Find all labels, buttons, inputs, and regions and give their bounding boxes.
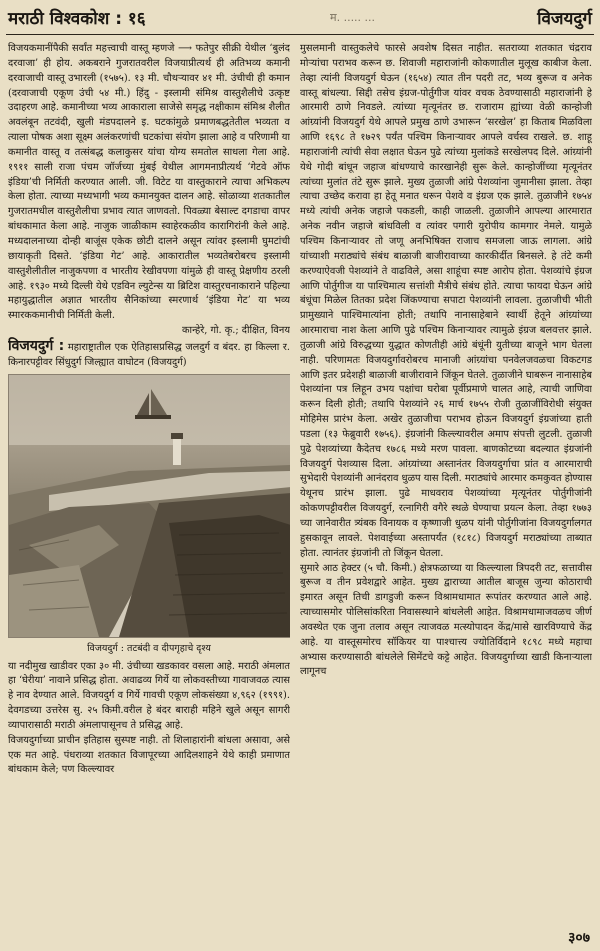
running-header-faint: म. ..... ... [330,11,376,24]
page-number: ३०७ [568,930,590,946]
author-credit: कान्हेरे, गो. कृ.; दीक्षित, विनय [182,325,290,337]
paragraph-history-start: विजयदुर्गाच्या प्राचीन इतिहास सुस्पष्ट नाही. तो शिलाहारांनी बांधला असावा, असे एक मत आहे. पंधराव्या शतकात विजापूरच्या आदिलशाहने येथे काही प्रमाणात बांधकाम केले; पण किल्ल्यावर [8,734,290,776]
right-column [300,42,592,937]
paragraph-location: या नदीमुख खाडीवर एका ३० मी. उंचीच्या खडकावर वसला आहे. मराठी अंमलात हा ‘घेरीया’ नावाने प्रसिद्ध होता. अवाढव्य गिर्ये या लोकवस्तीच्या गावाजवळ त्यास हे नाव देण्यात आले. विजयदुर्ग व गिर्ये गावची एकूण लोकसंख्या ४,९६२ (१९९१). देवगडच्या उत्तरेस सु. २५ किमी.वरील हे बंदर बाराही महिने खुले असून सागरी व्यापारासाठी मराठी अंमलापासूनच ते प्रसिद्ध आहे. [8,660,290,731]
fort-photo-illustration [9,375,290,637]
header-rule [6,34,594,35]
entry-intro: महाराष्ट्रातील एक ऐतिहासप्रसिद्ध जलदुर्ग व बंदर. हा किल्ला र. किनारपट्टीवर सिंधुदुर्ग जिल्ह्यात वाघोटन (विजयदुर्ग) [8,341,290,368]
paragraph-history: मुसलमानी वास्तुकलेचे फारसे अवशेष दिसत नाहीत. सतराव्या शतकात चंद्रराव मोऱ्यांचा पराभव करून छ. शिवाजी महाराजांनी कोकणातील मुलूख काबीज केला. तेव्हा त्यांनी विजयदुर्ग घेऊन (१६५४) त्यात तीन पदरी तट, भव्य बुरूज व अनेक वास्तू बांधल्या. सिद्दी तसेच इंग्रज-पोर्तुगीज यांवर वचक ठेवण्यासाठी महाराजांनी हे आरमारी ठाणे निवडले. त्यांच्या मृत्यूनंतर छ. राजाराम ह्यांच्या वेळी कान्होजी आंग्र्यांनी विजयदुर्ग येथे आपले प्रमुख ठाणे उभारून ‘सरखेल’ हा किताब मिळविला आणि १६९८ ते १७२९ पर्यंत पश्चिम किनाऱ्यावर आपले वर्चस्व राखले. छ. शाहू महाराजांनी त्यांची सेवा लक्षात घेऊन पुढे त्यांच्या मुलांकडे सरखेलपद दिले. आंग्र्यांनी येथे गोदी बांधून जहाज बांधण्याचे कारखानेही सुरू केले. कान्होजींच्या मृत्यूनंतर त्यांच्या मुलांत तंटे सुरू झाले. मुख्य तुळाजी आंग्रे पेशव्यांना जुमानीसा झाला. तेव्हा त्याचा उच्छेद करावा हा हेतू मनात धरून पेशवे व इंग्रज एक झाले. तुळाजीने १७५४ मध्ये त्यांची अनेक जहाजे पकडली, काही जाळली. तुळाजीने आपल्या आरमारात अनेक नवीन जहाजे बांधविली व त्यांवर पगारी युरोपीय कामगार नेमले. यामुळे पश्चिम किनाऱ्यावर तो जणू अनभिषिक्त राजाच समजला जाऊ लागला. आंग्रे यांच्याशी मराठ्यांचे संबंध बाळाजी बाजीरावाच्या कारकीर्दीत बिनसले. हे तंटे कमी करण्याऐवजी पेशव्यांने ते वाढविले, असा शाहूंचा स्पष्ट आरोप होता. पेशव्यांचे इंग्रज आणि पोर्तुगीज या पाश्चिमात्य सत्तांशी मैत्रीचे संबंध होते. त्याचा फायदा घेऊन आंग्रे बंधूंचा मिळेल तितका प्रदेश जिंकण्याचा सपाटा पेशव्यांनी लावला. तुळाजीची भीती प्रामुख्याने पाश्चिमात्यांना होती; तथापि नानासाहेबाने स्वार्थी हेतूने आंग्र्यांच्या आरमाराचा नाश केला आणि पुढे पश्चिम किनाऱ्यावर त्यामुळे इंग्रज बलवत्तर झाले. तुळाजी आंग्रे विरुद्धच्या युद्धात कोणतीही आंग्रे बंधूंनी युतीच्या बाजूने भाग घेतला नाही. परिणामतः विजयदुर्गावरोबरच मानाजी आंग्र्यांचा पनवेलजवळचा विकटगड आणि इतर प्रदेशही बाळाजी बाजीरावाने जिंकून घेतले. तुळाजीने घाबरून नानासाहेब पेशव्यांना पत्र लिहून उभय पक्षांचा घरोबा पूर्वीप्रमाणे चालत आहे, त्याची जाणिवा करून दिली होती; तथापि पेशव्यांने २६ मार्च १७५५ रोजी तुळाजींविरोधी संयुक्त मोहिमेस प्रारंभ केला. अखेर तुळाजीचा पराभव होऊन विजयदुर्ग इंग्रजांच्या हाती पडला (१३ फेब्रुवारी १७५६). इंग्रजांनी किल्ल्यावरील अमाप संपत्ती लुटली. तुळाजी पुढे पेशव्यांच्या कैदेतच १७८६ मध्ये मरण पावला. बाणकोटच्या बदल्यात इंग्रजांनी विजयदुर्ग पेशव्यास दिला. आंग्र्यांच्या अस्तानंतर विजयदुर्गाचा प्रांत व आरमाराची सुभेदारी पेशव्यांनी आनंदराव धुळप यास दिली. मराठ्यांचे आरमार कमकुवत होण्यास येथूनच प्रारंभ झाला. पुढे माधवराव पेशव्यांच्या मृत्यूनंतर पोर्तुगीजांनी कोकणपट्टीवरील विजयदुर्ग, रत्नागिरी वगैरे स्थळे घेण्याचा प्रयत्न केला. तेव्हा १७७३ च्या जानेवारीत त्र्यंबक विनायक व कृष्णाजी धुळप यांनी पोर्तुगीजांना विजयदुर्गालगत हुसकावून लावले. पेशवाईच्या अस्तापर्यंत (१८१८) विजयदुर्ग मराठ्यांच्या ताब्यात होता. त्यानंतर इंग्रजांनी तो जिंकून घेतला. [300,43,592,559]
entry-vijaydurg [8,339,290,371]
fort-photograph [8,374,290,638]
paragraph-victory-arches: विजयकमानींपैकी सर्वांत महत्त्वाची वास्तू म्हणजे ⟶ फतेपुर सीक्री येथील ‘बुलंद दरवाजा’ ही होय. अकबराने गुजरातवरील विजयाप्रीत्यर्थ ही अतिभव्य कमानी दरवाजाची वास्तू उभारली (१५७५). १३ मी. चौथऱ्यावर ४१ मी. उंचीची ही कमान (दरवाजाची एकूण उंची ५४ मी.) हिंदु - इस्लामी संमिश्र वास्तुशैलीचे उत्कृष्ट उदाहरण आहे. कमानीच्या भव्य आकाराला साजेसे समृद्ध नक्षीकाम संमिश्र शैलीत अवलंबून तटवंदी, खुली मंडपदालने इ. घटकांमुळे प्रमाणबद्धतेतील भव्यता व त्याला पोषक अशा सूक्ष्म अलंकरणांची घटकांचा संयोग झाला आहे व परिणामी या कमानीत वास्तू व तत्संबद्ध कलाकुसर यांचा योग्य समतोल साधला गेला आहे. १९११ साली राजा पंचम जॉर्जच्या मुंबई येथील आगमनाप्रीत्यर्थ ‘गेटवे ऑफ इंडिया’ची निर्मिती करण्यात आली. जी. विटेट या वास्तुकाराने त्याचा अभिकल्प केला होता. त्याच्या मध्यभागी भव्य कमानयुक्त दालन आहे. सोळाव्या शतकातील गुजरातमधील वास्तुशैलीचा प्रभाव त्यात जाणवतो. पिवळ्या बेसाल्ट दगडाचा वापर बांधकामात केला आहे. नाजुक जाळीकाम स्वाहेरकळीव कारागिरांनी केले आहे. मध्यदालनाच्या दोन्ही बाजूंस एकेक छोटी दालने असून त्यांवर इस्लामी घुमटांची छायाकृती दिसते. ‘इंडिया गेट’ आहे. आकारातील भव्यतेबरोबरच इस्लामी वास्तुशैलीतील नाजुकपणा व भारतीय रेखीवपणा यांमुळे ही वास्तू प्रेक्षणीय ठरली आहे. १९३० मध्ये दिल्ली येथे एडविन ल्युटेन्स या ब्रिटिश वास्तुरचनाकाराने पहिल्या महायुद्धातील अज्ञात भारतीय सैनिकांच्या स्मरणार्थ ‘इंडिया गेट’ या भव्य स्मारककमानीची निर्मिती केली. [8,43,290,322]
figure-caption: विजयदुर्ग : तटबंदी व दीपगृहाचे दृश्य [87,642,211,654]
running-header-volume: मराठी विश्वकोश : १६ [8,9,146,29]
running-header-entry: विजयदुर्ग [537,9,592,29]
entry-title: विजयदुर्ग : [8,337,65,354]
left-column [8,42,290,937]
paragraph-fort-description: सुमारे आठ हेक्टर (५ चौ. किमी.) क्षेत्रफळाच्या या किल्ल्याला त्रिपदरी तट, सत्तावीस बुरूज व तीन प्रवेशद्वारे आहेत. मुख्य द्वाराच्या आतील बाजूस जुन्या कोठाराची इमारत असून तिची डागडुजी करून विश्रामधामात रूपांतर करण्यात आले आहे. त्याच्यासमोर पोलिसांकरिता निवासस्थाने बांधलेली आहेत. विश्रामधामाजवळच जीर्ण अवस्थेत एक जुना तलाव असून त्याजवळ मत्स्योपादन केंद्र/मासे खारविण्याचे केंद्र आहे. या वास्तूसमोरच सॉकियर या पाश्चात्त्य ज्योतिर्विदाने १८९८ मध्ये महाचा अभ्यास करण्यासाठी बांधलेले सिमेंटचे कट्टे आहेत. विजयदुर्गाच्या खाडी किनाऱ्याला लागूनच [300,562,592,678]
